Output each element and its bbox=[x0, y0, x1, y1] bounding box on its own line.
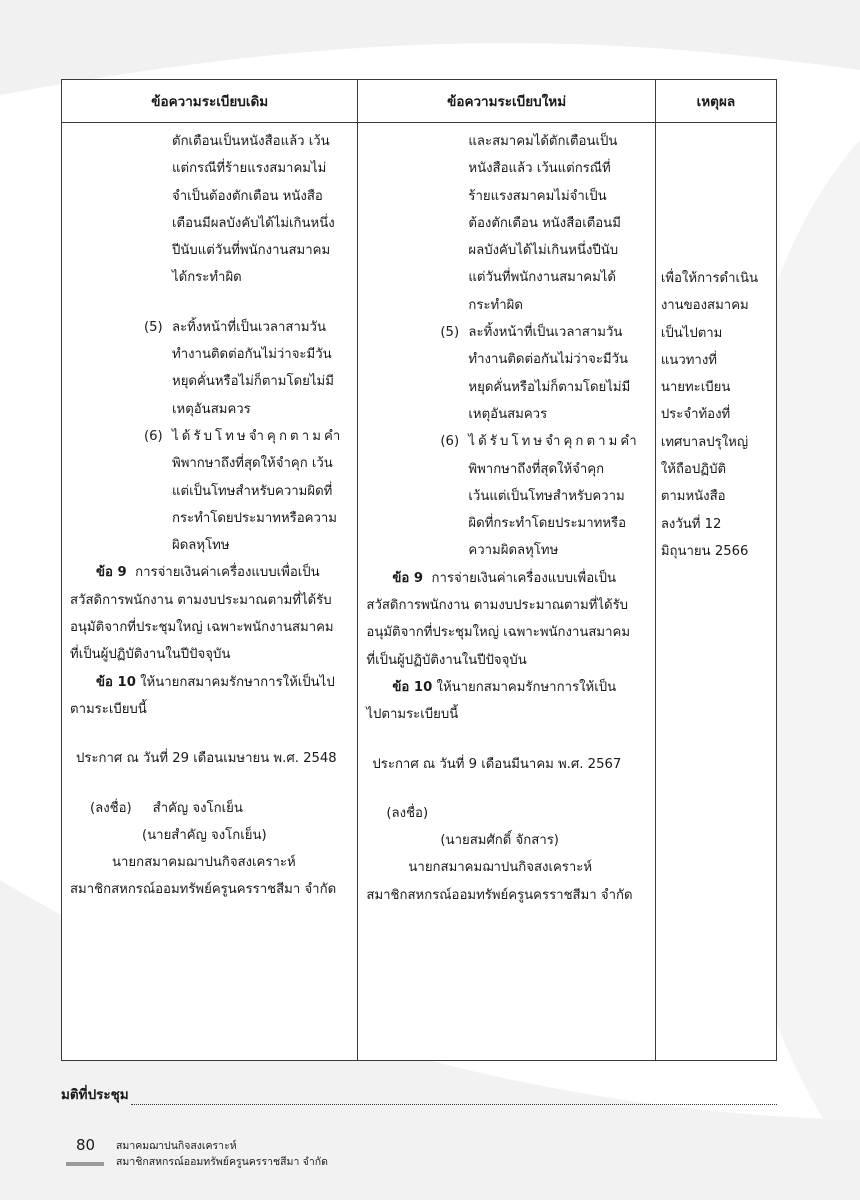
text-line: ลงวันที่ 12 bbox=[660, 516, 722, 532]
announcement-date: ประกาศ ณ วันที่ 9 เดือนมีนาคม พ.ศ. 2567 bbox=[372, 756, 622, 772]
signer-organization: สมาชิกสหกรณ์ออมทรัพย์ครูนครราชสีมา จำกัด bbox=[366, 887, 633, 903]
item-number: (6) bbox=[144, 428, 163, 444]
text-line: อนุมัติจากที่ประชุมใหญ่ เฉพาะพนักงานสมาคม bbox=[70, 620, 334, 636]
signer-fullname: (นายสำคัญ จงโกเย็น) bbox=[142, 827, 267, 843]
text-line: เทศบาลปรุใหญ่ bbox=[660, 434, 749, 450]
signature-label: (ลงชื่อ) bbox=[386, 805, 429, 821]
old-item-5 bbox=[70, 314, 350, 341]
text-line: มิถุนายน 2566 bbox=[660, 543, 749, 559]
text-line: ตามหนังสือ bbox=[660, 489, 726, 505]
header-new-text: ข้อความระเบียบใหม่ bbox=[358, 80, 655, 123]
text-line: ผิดที่กระทำโดยประมาทหรือ bbox=[468, 516, 627, 532]
text-line: ประจำท้องที่ bbox=[660, 407, 731, 423]
new-regulation-cell bbox=[358, 123, 655, 1061]
text-line: ไปตามระเบียบนี้ bbox=[366, 707, 459, 723]
page-number: 80 bbox=[76, 1136, 96, 1154]
text-line: ละทิ้งหน้าที่เป็นเวลาสามวัน bbox=[172, 319, 326, 335]
footer-bar bbox=[66, 1162, 104, 1166]
text-line: กระทำโดยประมาทหรือความ bbox=[172, 510, 337, 526]
old-clause-9 bbox=[70, 559, 350, 668]
footer-org-line-1: สมาคมฌาปนกิจสงเคราะห์ bbox=[116, 1140, 237, 1152]
text-line: ละทิ้งหน้าที่เป็นเวลาสามวัน bbox=[468, 325, 623, 341]
signer-fullname: (นายสมศักดิ์ จักสาร) bbox=[440, 833, 559, 849]
text-line: ทำงานติดต่อกันไม่ว่าจะมีวัน bbox=[468, 352, 629, 368]
text-line: ผลบังคับได้ไม่เกินหนึ่งปีนับ bbox=[468, 243, 619, 259]
item-number: (5) bbox=[144, 319, 163, 335]
text-line: ให้นายกสมาคมรักษาการให้เป็นไป bbox=[140, 674, 335, 690]
signature-label: (ลงชื่อ) bbox=[90, 800, 132, 816]
item-number: (5) bbox=[440, 325, 460, 341]
table-body-row bbox=[62, 123, 777, 1061]
text-line: พิพากษาถึงที่สุดให้จำคุก เว้น bbox=[172, 456, 333, 472]
text-line: นายทะเบียน bbox=[660, 380, 731, 396]
text-line: เหตุอันสมควร bbox=[468, 406, 548, 422]
text-line: หยุดคั่นหรือไม่ก็ตามโดยไม่มี bbox=[172, 374, 334, 390]
comparison-table bbox=[61, 79, 777, 1061]
text-line: หยุดคั่นหรือไม่ก็ตามโดยไม่มี bbox=[468, 379, 631, 395]
clause-label: ข้อ 9 bbox=[392, 570, 424, 586]
text-line: แต่กรณีที่ร้ายแรงสมาคมไม่ bbox=[172, 161, 327, 177]
text-line: เว้นแต่เป็นโทษสำหรับความ bbox=[468, 488, 625, 504]
new-clause-9 bbox=[366, 565, 647, 674]
text-line: ตามระเบียบนี้ bbox=[70, 701, 147, 717]
resolution-line bbox=[61, 1083, 777, 1105]
text-line: เป็นไปตาม bbox=[660, 325, 723, 341]
text-line: กระทำผิด bbox=[468, 297, 523, 313]
text-line: ผิดลหุโทษ bbox=[172, 538, 230, 554]
old-item-6 bbox=[70, 423, 350, 450]
text-line: หนังสือแล้ว เว้นแต่กรณีที่ bbox=[468, 161, 611, 177]
announcement-date: ประกาศ ณ วันที่ 29 เดือนเมษายน พ.ศ. 2548 bbox=[76, 751, 337, 767]
text-line: งานของสมาคม bbox=[660, 298, 749, 314]
table-header-row bbox=[62, 80, 777, 123]
signature-line bbox=[70, 795, 350, 822]
old-regulation-cell bbox=[62, 123, 358, 1061]
text-line: และสมาคมได้ตักเตือนเป็น bbox=[468, 134, 618, 149]
signer-organization: สมาชิกสหกรณ์ออมทรัพย์ครูนครราชสีมา จำกัด bbox=[70, 882, 337, 898]
header-reason: เหตุผล bbox=[655, 80, 776, 123]
header-old-text: ข้อความระเบียบเดิม bbox=[62, 80, 358, 123]
text-line: ให้ถือปฏิบัติ bbox=[660, 462, 727, 478]
text-line: ที่เป็นผู้ปฏิบัติงานในปีปัจจุบัน bbox=[366, 652, 527, 668]
reason-cell bbox=[655, 123, 776, 1061]
new-item-5 bbox=[366, 319, 647, 346]
clause-label: ข้อ 9 bbox=[96, 565, 127, 581]
footer-org-line-2: สมาชิกสหกรณ์ออมทรัพย์ครูนครราชสีมา จำกัด bbox=[116, 1156, 328, 1168]
text-line: ที่เป็นผู้ปฏิบัติงานในปีปัจจุบัน bbox=[70, 647, 231, 663]
text-line: ต้องตักเตือน หนังสือเตือนมี bbox=[468, 215, 621, 231]
text-line: เหตุอันสมควร bbox=[172, 401, 251, 417]
text-line: พิพากษาถึงที่สุดให้จำคุก bbox=[468, 461, 605, 477]
new-item-6 bbox=[366, 428, 647, 455]
text-line: การจ่ายเงินค่าเครื่องแบบเพื่อเป็น bbox=[135, 565, 320, 581]
text-line: ความผิดลหุโทษ bbox=[468, 543, 559, 559]
signature-name: สำคัญ จงโกเย็น bbox=[152, 800, 243, 816]
text-line: เตือนมีผลบังคับได้ไม่เกินหนึ่ง bbox=[172, 215, 335, 231]
text-line: ได้รับโทษจำคุกตามคำ bbox=[468, 434, 640, 450]
text-line: แต่เป็นโทษสำหรับความผิดที่ bbox=[172, 483, 333, 499]
footer-organization bbox=[116, 1138, 328, 1170]
text-line: ได้กระทำผิด bbox=[172, 270, 242, 286]
new-clause-10 bbox=[366, 674, 647, 729]
clause-label: ข้อ 10 bbox=[96, 674, 136, 690]
text-line: ทำงานติดต่อกันไม่ว่าจะมีวัน bbox=[172, 347, 332, 363]
text-line: การจ่ายเงินค่าเครื่องแบบเพื่อเป็น bbox=[431, 570, 617, 586]
old-clause-10 bbox=[70, 669, 350, 724]
text-line: แนวทางที่ bbox=[660, 352, 717, 368]
text-line: สวัสดิการพนักงาน ตามงบประมาณตามที่ได้รับ bbox=[70, 592, 332, 608]
text-line: ตักเตือนเป็นหนังสือแล้ว เว้น bbox=[172, 134, 330, 149]
item-number: (6) bbox=[440, 434, 460, 450]
resolution-label: มติที่ประชุม bbox=[61, 1087, 129, 1103]
old-intro bbox=[70, 128, 350, 292]
text-line: อนุมัติจากที่ประชุมใหญ่ เฉพาะพนักงานสมาคม bbox=[366, 625, 631, 641]
text-line: ปีนับแต่วันที่พนักงานสมาคม bbox=[172, 243, 331, 259]
resolution-dotted-field[interactable] bbox=[131, 1090, 777, 1105]
signer-position: นายกสมาคมฌาปนกิจสงเคราะห์ bbox=[112, 855, 296, 871]
text-line: ให้นายกสมาคมรักษาการให้เป็น bbox=[436, 679, 617, 695]
text-line: ได้รับโทษจำคุกตามคำ bbox=[172, 428, 344, 444]
new-intro bbox=[366, 128, 647, 319]
text-line: จำเป็นต้องตักเตือน หนังสือ bbox=[172, 188, 323, 204]
text-line: เพื่อให้การดำเนิน bbox=[660, 271, 759, 286]
text-line: สวัสดิการพนักงาน ตามงบประมาณตามที่ได้รับ bbox=[366, 598, 629, 614]
text-line: ร้ายแรงสมาคมไม่จำเป็น bbox=[468, 188, 607, 204]
clause-label: ข้อ 10 bbox=[392, 679, 433, 695]
text-line: แต่วันที่พนักงานสมาคมได้ bbox=[468, 270, 616, 286]
signer-position: นายกสมาคมฌาปนกิจสงเคราะห์ bbox=[408, 860, 593, 876]
